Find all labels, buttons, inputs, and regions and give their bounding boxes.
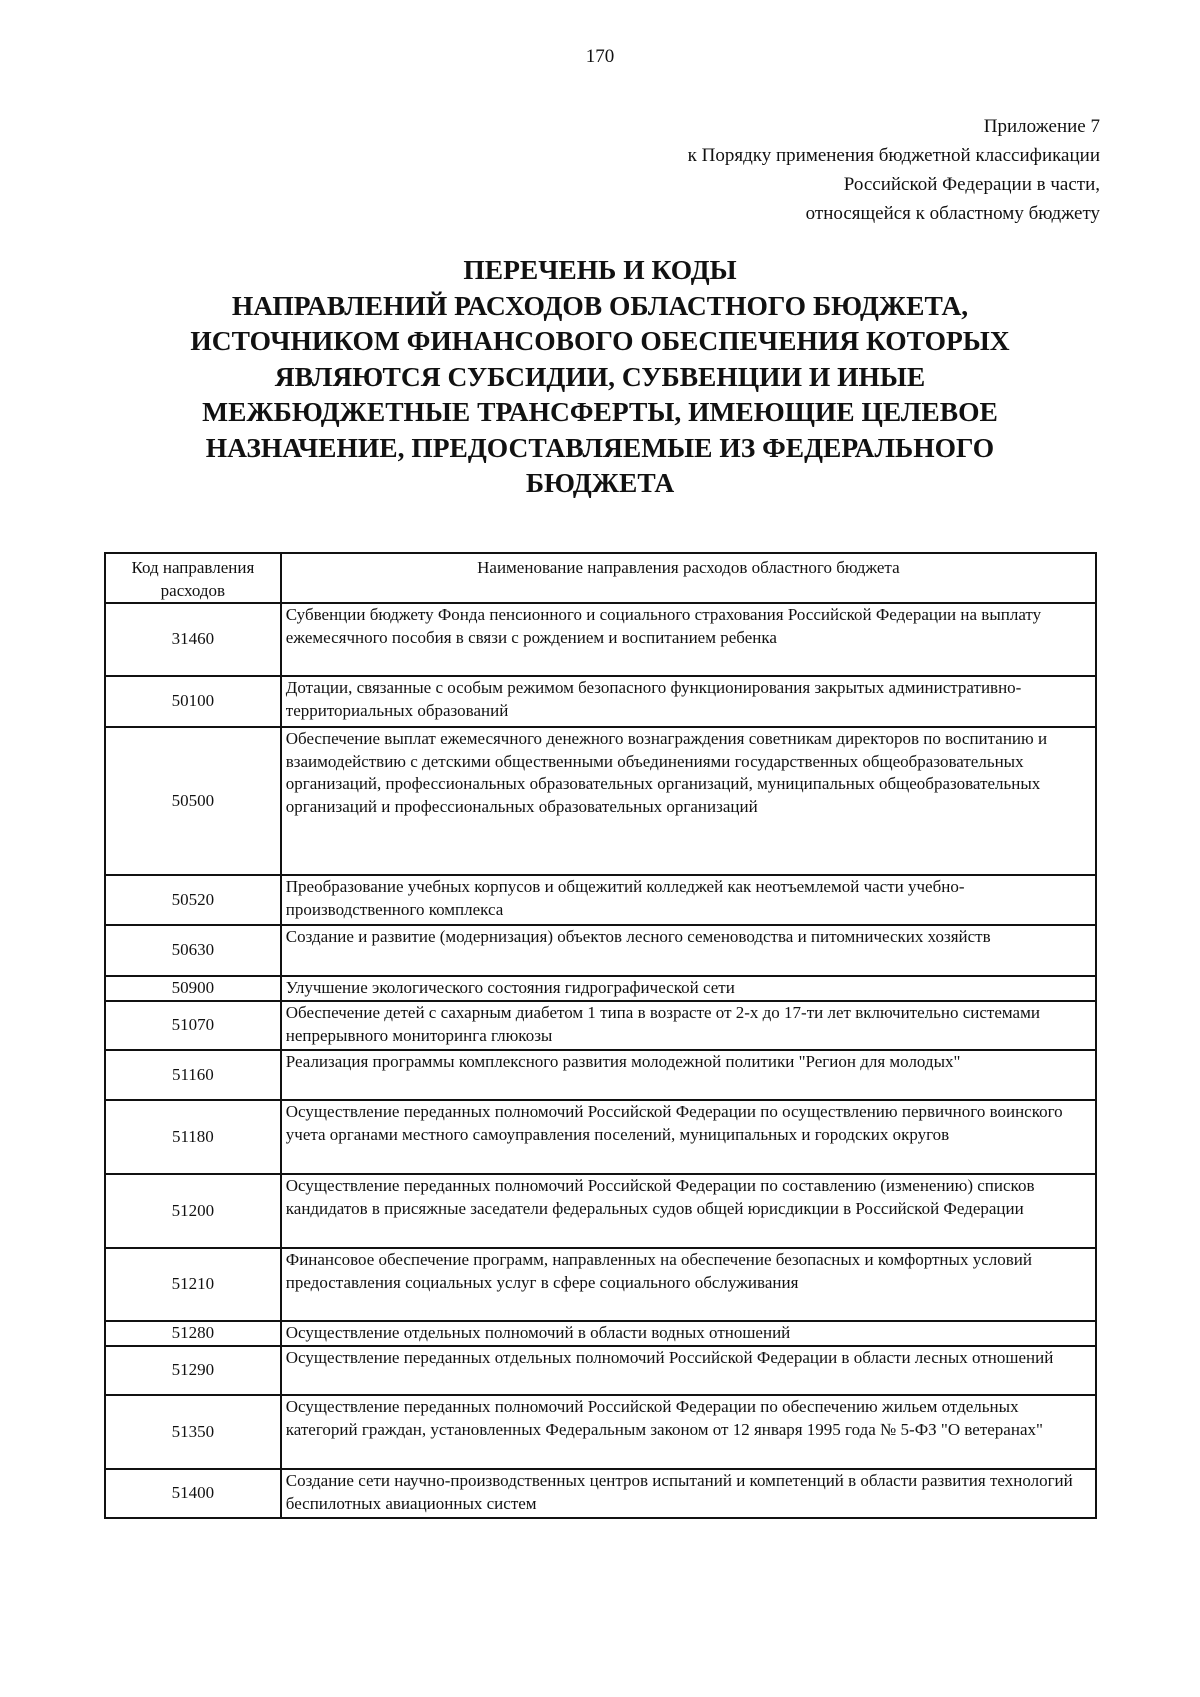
row-code: 31460 bbox=[105, 603, 281, 676]
row-name: Субвенции бюджету Фонда пенсионного и социального страхования Российской Федерации на выплату ежемесячного пособия в связи с рождением и воспитанием ребенка bbox=[281, 603, 1096, 676]
table-row bbox=[105, 875, 1096, 925]
row-code: 50900 bbox=[105, 976, 281, 1001]
expense-codes-table bbox=[104, 552, 1097, 1519]
row-name: Финансовое обеспечение программ, направленных на обеспечение безопасных и комфортных условий предоставления социальных услуг в сфере социального обслуживания bbox=[281, 1248, 1096, 1321]
row-code: 50500 bbox=[105, 727, 281, 875]
table-row bbox=[105, 1100, 1096, 1174]
table-row bbox=[105, 976, 1096, 1001]
table-row bbox=[105, 1248, 1096, 1321]
title-line: МЕЖБЮДЖЕТНЫЕ ТРАНСФЕРТЫ, ИМЕЮЩИЕ ЦЕЛЕВОЕ bbox=[202, 396, 998, 427]
table-row bbox=[105, 925, 1096, 976]
row-name: Обеспечение выплат ежемесячного денежного вознаграждения советникам директоров по воспитанию и взаимодействию с детскими общественными объединениями государственных общеобразовательных организаций, профессиональных образовательных организаций, муниципальных общеобразовательных организаций и профессиональных образовательных организаций bbox=[281, 727, 1096, 875]
row-code: 51290 bbox=[105, 1346, 281, 1395]
row-name: Создание и развитие (модернизация) объектов лесного семеноводства и питомнических хозяйств bbox=[281, 925, 1096, 976]
row-code: 50630 bbox=[105, 925, 281, 976]
row-code: 51160 bbox=[105, 1050, 281, 1100]
appendix-line: Приложение 7 bbox=[983, 116, 1100, 137]
row-code: 50100 bbox=[105, 676, 281, 727]
row-code: 51070 bbox=[105, 1001, 281, 1050]
row-name: Реализация программы комплексного развития молодежной политики "Регион для молодых" bbox=[281, 1050, 1096, 1100]
appendix-line: к Порядку применения бюджетной классификации bbox=[687, 145, 1100, 166]
table-row bbox=[105, 1321, 1096, 1346]
table-row bbox=[105, 1174, 1096, 1248]
appendix-line: относящейся к областному бюджету bbox=[805, 203, 1100, 224]
row-name: Осуществление переданных полномочий Российской Федерации по составлению (изменению) списков кандидатов в присяжные заседатели федеральных судов общей юрисдикции в Российской Федерации bbox=[281, 1174, 1096, 1248]
row-name: Осуществление отдельных полномочий в области водных отношений bbox=[281, 1321, 1096, 1346]
page-number: 170 bbox=[585, 46, 615, 67]
row-code: 51350 bbox=[105, 1395, 281, 1469]
row-code: 51280 bbox=[105, 1321, 281, 1346]
row-name: Обеспечение детей с сахарным диабетом 1 типа в возрасте от 2-х до 17-ти лет включительно системами непрерывного мониторинга глюкозы bbox=[281, 1001, 1096, 1050]
header-name: Наименование направления расходов областного бюджета bbox=[281, 553, 1096, 603]
table-row bbox=[105, 1395, 1096, 1469]
document-title bbox=[130, 252, 1070, 501]
row-name: Преобразование учебных корпусов и общежитий колледжей как неотъемлемой части учебно-производственного комплекса bbox=[281, 875, 1096, 925]
row-code: 50520 bbox=[105, 875, 281, 925]
row-code: 51180 bbox=[105, 1100, 281, 1174]
title-line: БЮДЖЕТА bbox=[525, 467, 675, 498]
row-name: Улучшение экологического состояния гидрографической сети bbox=[281, 976, 1096, 1001]
title-line: ПЕРЕЧЕНЬ И КОДЫ bbox=[463, 254, 737, 285]
header-code: Код направления расходов bbox=[105, 553, 281, 603]
row-code: 51400 bbox=[105, 1469, 281, 1518]
appendix-note bbox=[688, 112, 1100, 228]
table-row bbox=[105, 1469, 1096, 1518]
row-code: 51210 bbox=[105, 1248, 281, 1321]
table-row bbox=[105, 1001, 1096, 1050]
row-name: Осуществление переданных отдельных полномочий Российской Федерации в области лесных отношений bbox=[281, 1346, 1096, 1395]
row-name: Создание сети научно-производственных центров испытаний и компетенций в области развития технологий беспилотных авиационных систем bbox=[281, 1469, 1096, 1518]
table-row bbox=[105, 603, 1096, 676]
title-line: НАЗНАЧЕНИЕ, ПРЕДОСТАВЛЯЕМЫЕ ИЗ ФЕДЕРАЛЬНОГО bbox=[205, 431, 995, 463]
table-row bbox=[105, 676, 1096, 727]
table-row bbox=[105, 1346, 1096, 1395]
row-name: Осуществление переданных полномочий Российской Федерации по обеспечению жильем отдельных категорий граждан, установленных Федеральным законом от 12 января 1995 года № 5-ФЗ "О ветеранах" bbox=[281, 1395, 1096, 1469]
title-line: ИСТОЧНИКОМ ФИНАНСОВОГО ОБЕСПЕЧЕНИЯ КОТОРЫХ bbox=[190, 325, 1010, 356]
title-line: ЯВЛЯЮТСЯ СУБСИДИИ, СУБВЕНЦИИ И ИНЫЕ bbox=[274, 360, 926, 392]
row-code: 51200 bbox=[105, 1174, 281, 1248]
table-header-row bbox=[105, 553, 1096, 603]
title-line: НАПРАВЛЕНИЙ РАСХОДОВ ОБЛАСТНОГО БЮДЖЕТА, bbox=[231, 289, 969, 321]
appendix-line: Российской Федерации в части, bbox=[843, 174, 1100, 195]
table-row bbox=[105, 1050, 1096, 1100]
row-name: Осуществление переданных полномочий Российской Федерации по осуществлению первичного воинского учета органами местного самоуправления поселений, муниципальных и городских округов bbox=[281, 1100, 1096, 1174]
row-name: Дотации, связанные с особым режимом безопасного функционирования закрытых административно-территориальных образований bbox=[281, 676, 1096, 727]
table-row bbox=[105, 727, 1096, 875]
